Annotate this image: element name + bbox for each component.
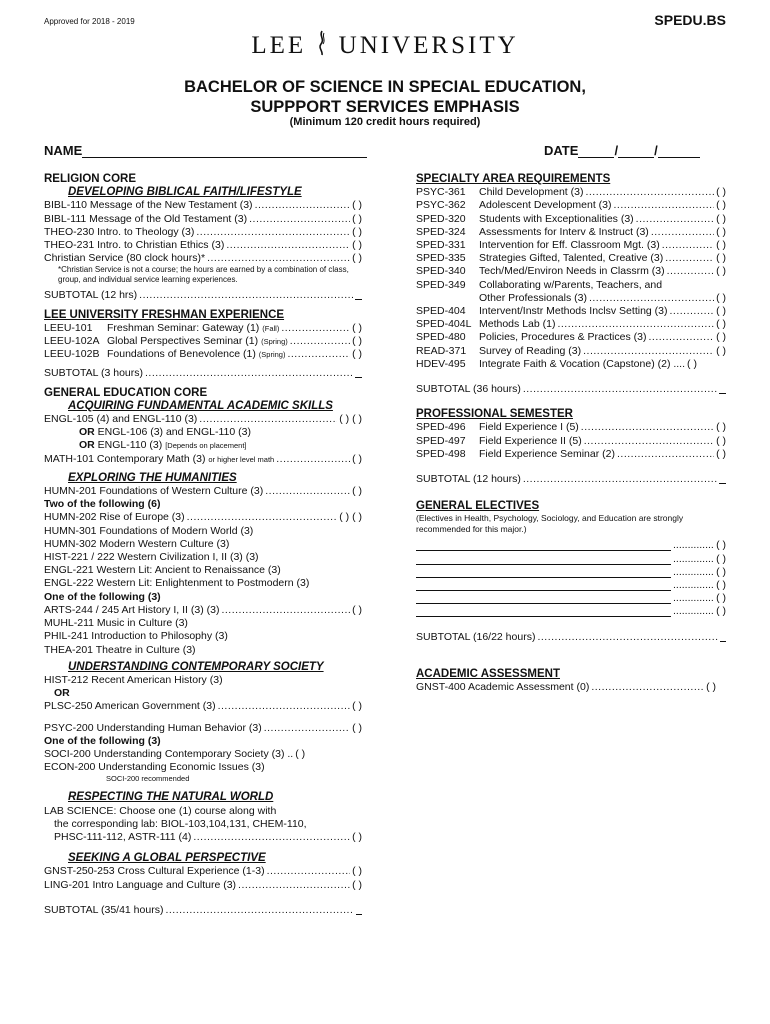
checkbox-pair[interactable]: ( ) ( ) [339, 413, 362, 426]
checkbox[interactable]: ( ) [352, 335, 362, 348]
date-year-line[interactable] [658, 145, 700, 158]
name-line[interactable] [82, 145, 367, 158]
global-perspective-subheading: SEEKING A GLOBAL PERSPECTIVE [68, 852, 266, 865]
right-column [416, 173, 726, 694]
left-column [44, 173, 362, 917]
course-row: HDEV-495 Integrate Faith & Vocation (Capstone) (2) .... ( ) [416, 357, 697, 370]
course-row: PSYC-200 Understanding Human Behavior (3) ..... ( ) [44, 722, 362, 735]
checkbox[interactable]: ( ) [716, 565, 726, 578]
checkbox[interactable]: ( ) [352, 252, 362, 265]
checkbox[interactable]: ( ) [716, 239, 726, 252]
professional-semester-heading: PROFESSIONAL SEMESTER [416, 408, 573, 421]
checkbox[interactable]: ( ) [716, 331, 726, 344]
specialty-heading: SPECIALTY AREA REQUIREMENTS [416, 173, 611, 185]
course-row: PSYC-361 Child Development (3) ..... ( ) [416, 186, 726, 199]
checkbox[interactable]: ( ) [716, 434, 726, 447]
course-row: GNST-400 Academic Assessment (0) ..... ( ) [416, 681, 716, 694]
checkbox-pair[interactable]: ( ) ( ) [339, 511, 362, 524]
name-field[interactable] [44, 143, 367, 158]
biblical-faith-subheading: DEVELOPING BIBLICAL FAITH/LIFESTYLE [68, 186, 302, 199]
checkbox[interactable]: ( ) [352, 700, 362, 713]
course-row: SPED-404L Methods Lab (1) ..... ( ) [416, 318, 726, 331]
subtotal-blank[interactable] [719, 473, 726, 484]
course-row: GNST-250-253 Cross Cultural Experience (1-3) ..... ( ) [44, 865, 362, 878]
elective-line[interactable] [416, 539, 726, 552]
subtotal-row: SUBTOTAL (12 hrs) ..... [44, 289, 362, 302]
gen-ed-heading: GENERAL EDUCATION CORE [44, 386, 208, 399]
soci-recommendation: SOCI-200 recommended [106, 774, 190, 784]
course-row: BIBL-110 Message of the New Testament (3) ..... ( ) [44, 199, 362, 212]
checkbox[interactable]: ( ) [352, 452, 362, 465]
or-label: OR [54, 687, 70, 700]
date-field[interactable] [544, 143, 700, 158]
checkbox[interactable]: ( ) [352, 865, 362, 878]
checkbox[interactable]: ( ) [352, 348, 362, 361]
course-row: LEEU-102A Global Perspectives Seminar (1) (Spring) ..... ( ) [44, 335, 362, 348]
checkbox[interactable]: ( ) [716, 212, 726, 225]
checkbox[interactable]: ( ) [352, 721, 362, 734]
checkbox[interactable]: ( ) [716, 252, 726, 265]
degree-title-line2: SUPPPORT SERVICES EMPHASIS [250, 98, 520, 116]
elective-line[interactable] [416, 566, 726, 579]
course-row: BIBL-111 Message of the Old Testament (3) ..... ( ) [44, 213, 362, 226]
course-row: SPED-404 Intervent/Instr Methods Inclsv Setting (3) ..... ( ) [416, 305, 726, 318]
course-option: PHIL-241 Introduction to Philosophy (3) [44, 630, 228, 643]
contemporary-society-subheading: UNDERSTANDING CONTEMPORARY SOCIETY [68, 660, 324, 673]
date-separator: / [614, 143, 619, 158]
elective-line[interactable] [416, 579, 726, 592]
subtotal-blank[interactable] [719, 383, 726, 394]
checkbox[interactable]: ( ) [295, 747, 306, 760]
checkbox[interactable]: ( ) [716, 592, 726, 605]
date-label: DATE [544, 143, 579, 158]
subtotal-row: SUBTOTAL (36 hours) ..... [416, 383, 726, 396]
university-logo [0, 30, 770, 60]
checkbox[interactable]: ( ) [706, 681, 716, 694]
christian-service-note: *Christian Service is not a course; the hours are earned by a combination of class, group, and individual service learning experiences. [58, 265, 349, 285]
checkbox[interactable]: ( ) [716, 199, 726, 212]
checkbox[interactable]: ( ) [352, 485, 362, 498]
academic-assessment-heading: ACADEMIC ASSESSMENT [416, 667, 560, 680]
course-row: SOCI-200 Understanding Contemporary Society (3) .. ( ) [44, 747, 306, 760]
logo-text-left: LEE [251, 32, 307, 59]
course-row: SPED-340 Tech/Med/Environ Needs in Classrm (3) ..... ( ) [416, 265, 726, 278]
checkbox[interactable]: ( ) [352, 225, 362, 238]
natural-world-subheading: RESPECTING THE NATURAL WORLD [68, 791, 274, 804]
course-option: HIST-221 / 222 Western Civilization I, II (3) (3) [44, 551, 259, 564]
course-row: ARTS-244 / 245 Art History I, II (3) (3) ..... ( ) [44, 604, 362, 617]
name-label: NAME [44, 143, 83, 158]
checkbox[interactable]: ( ) [716, 225, 726, 238]
checkbox[interactable]: ( ) [716, 318, 726, 331]
checkbox[interactable]: ( ) [716, 186, 726, 199]
course-row: SPED-496 Field Experience I (5) ..... ( ) [416, 421, 726, 434]
elective-line[interactable] [416, 605, 726, 618]
checkbox[interactable]: ( ) [352, 878, 362, 891]
subtotal-blank[interactable] [720, 631, 726, 642]
checkbox[interactable]: ( ) [716, 265, 726, 278]
checkbox[interactable]: ( ) [352, 830, 362, 843]
general-electives-heading: GENERAL ELECTIVES [416, 500, 540, 513]
checkbox[interactable]: ( ) [716, 579, 726, 592]
choice-instruction: Two of the following (6) [44, 498, 161, 511]
lab-science-instruction: LAB SCIENCE: Choose one (1) course along with [44, 804, 277, 817]
course-row: SPED-497 Field Experience II (5) ..... ( ) [416, 435, 726, 448]
course-row: SPED-480 Policies, Procedures & Practices (3) ..... ( ) [416, 331, 726, 344]
course-option: MUHL-211 Music in Culture (3) [44, 617, 188, 630]
checkbox[interactable]: ( ) [352, 603, 362, 616]
course-row: MATH-101 Contemporary Math (3) or higher level math ..... ( ) [44, 453, 362, 466]
date-month-line[interactable] [578, 145, 614, 158]
course-option: OR ENGL-110 (3) [Depends on placement] [79, 439, 247, 452]
course-row: ENGL-105 (4) and ENGL-110 (3) ..... ( ) ( ) [44, 413, 362, 426]
course-option: OR ENGL-106 (3) and ENGL-110 (3) [79, 426, 251, 439]
date-separator: / [654, 143, 658, 158]
course-option: ENGL-222 Western Lit: Enlightenment to Postmodern (3) [44, 577, 310, 590]
flame-mark-icon [315, 30, 329, 56]
course-row: SPED-320 Students with Exceptionalities (3) ..... ( ) [416, 213, 726, 226]
credit-requirement: (Minimum 120 credit hours required) [289, 116, 481, 128]
lab-science-instruction: the corresponding lab: BIOL-103,104,131, CHEM-110, [54, 817, 307, 830]
subtotal-blank[interactable] [355, 367, 362, 378]
humanities-subheading: EXPLORING THE HUMANITIES [68, 471, 237, 484]
checkbox[interactable]: ( ) [716, 447, 726, 460]
academic-skills-subheading: ACQUIRING FUNDAMENTAL ACADEMIC SKILLS [68, 399, 333, 412]
course-row: Christian Service (80 clock hours)* ..... ( ) [44, 252, 362, 265]
course-option: ECON-200 Understanding Economic Issues (3) [44, 761, 265, 774]
approval-note: Approved for 2018 - 2019 [44, 17, 135, 26]
course-row: LEEU-101 Freshman Seminar: Gateway (1) (Fall) ..... ( ) [44, 322, 362, 335]
checkbox[interactable]: ( ) [352, 212, 362, 225]
subtotal-blank[interactable] [355, 289, 362, 300]
checkbox[interactable]: ( ) [716, 305, 726, 318]
course-row: READ-371 Survey of Reading (3) ..... ( ) [416, 345, 726, 358]
elective-line[interactable] [416, 553, 726, 566]
elective-line[interactable] [416, 592, 726, 605]
course-row: PLSC-250 American Government (3) ..... ( ) [44, 700, 362, 713]
course-option: HIST-212 Recent American History (3) [44, 673, 223, 686]
choice-instruction: One of the following (3) [44, 590, 161, 603]
course-row: THEO-231 Intro. to Christian Ethics (3) ..... ( ) [44, 239, 362, 252]
course-option: HUMN-301 Foundations of Modern World (3) [44, 524, 254, 537]
degree-title [0, 77, 770, 117]
course-row: SPED-498 Field Experience Seminar (2) ..... ( ) [416, 448, 726, 461]
course-row: LEEU-102B Foundations of Benevolence (1) (Spring) ..... ( ) [44, 348, 362, 361]
date-day-line[interactable] [618, 145, 654, 158]
checkbox[interactable]: ( ) [716, 291, 726, 304]
electives-note: (Electives in Health, Psychology, Sociology, and Education are strongly recommended for this major.) [416, 513, 684, 535]
subtotal-row: SUBTOTAL (3 hours) ..... [44, 367, 362, 380]
checkbox[interactable]: ( ) [716, 605, 726, 618]
course-row: PSYC-362 Adolescent Development (3) ..... ( ) [416, 199, 726, 212]
course-row: Other Professionals (3) ..... ( ) [416, 292, 726, 305]
choice-instruction: One of the following (3) [44, 734, 161, 747]
course-row: SPED-335 Strategies Gifted, Talented, Creative (3) ..... ( ) [416, 252, 726, 265]
course-row: SPED-331 Intervention for Eff. Classroom Mgt. (3) ..... ( ) [416, 239, 726, 252]
checkbox[interactable]: ( ) [352, 321, 362, 334]
logo-text-right: UNIVERSITY [338, 32, 519, 59]
checkbox[interactable]: ( ) [716, 552, 726, 565]
subtotal-row: SUBTOTAL (12 hours) ..... [416, 473, 726, 486]
checkbox[interactable]: ( ) [687, 357, 697, 370]
course-option: ENGL-221 Western Lit: Ancient to Renaissance (3) [44, 564, 281, 577]
course-row: THEO-230 Intro. to Theology (3) ..... ( ) [44, 226, 362, 239]
subtotal-row: SUBTOTAL (35/41 hours) ..... [44, 904, 362, 917]
course-row: SPED-349 Collaborating w/Parents, Teachers, and [416, 278, 663, 291]
checkbox[interactable]: ( ) [716, 539, 726, 552]
subtotal-blank[interactable] [356, 904, 362, 915]
religion-core-heading: RELIGION CORE [44, 173, 137, 185]
course-row: SPED-324 Assessments for Interv & Instruct (3) ..... ( ) [416, 226, 726, 239]
course-option: HUMN-302 Modern Western Culture (3) [44, 537, 230, 550]
checkbox[interactable]: ( ) [716, 421, 726, 434]
course-option: THEA-201 Theatre in Culture (3) [44, 643, 196, 656]
course-row: HUMN-201 Foundations of Western Culture (3) ..... ( ) [44, 485, 362, 498]
checkbox[interactable]: ( ) [352, 199, 362, 212]
program-code: SPEDU.BS [654, 12, 726, 28]
course-row: HUMN-202 Rise of Europe (3) ..... ( ) ( ) [44, 511, 362, 524]
checkbox[interactable]: ( ) [352, 239, 362, 252]
course-row: LING-201 Intro Language and Culture (3) ..... ( ) [44, 879, 362, 892]
freshman-experience-heading: LEE UNIVERSITY FRESHMAN EXPERIENCE [44, 308, 285, 321]
degree-title-line1: BACHELOR OF SCIENCE IN SPECIAL EDUCATION, [184, 78, 586, 96]
subtotal-row: SUBTOTAL (16/22 hours) ..... [416, 631, 726, 644]
course-row: PHSC-111-112, ASTR-111 (4) ..... ( ) [44, 831, 362, 844]
checkbox[interactable]: ( ) [716, 344, 726, 357]
